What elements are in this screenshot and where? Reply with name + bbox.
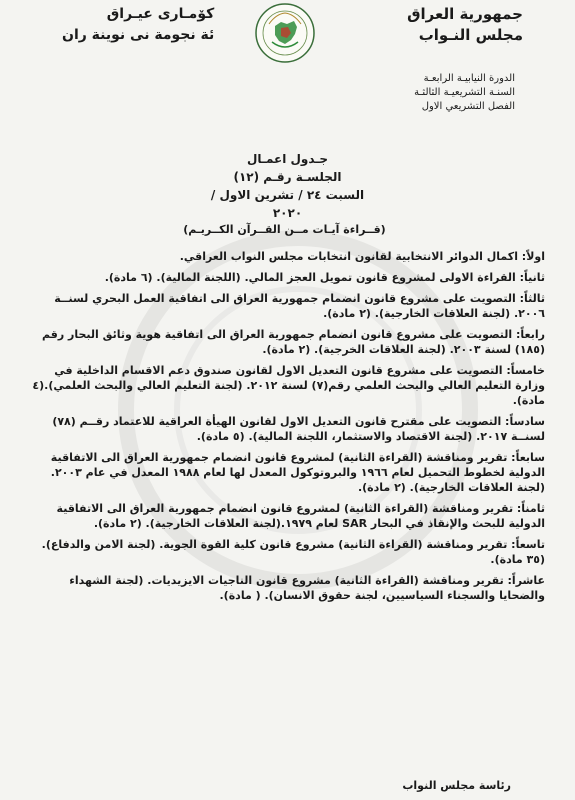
parliament-logo-icon <box>254 2 316 64</box>
agenda-item: عاشراً: تقرير ومناقشة (القراءة الثانية) مشروع قانون الناجيات الايزيديات. (لجنة الشهداء والضحايا والسجناء السياسيين، لجنة حقوق الانسان). ( مادة). <box>69 574 545 602</box>
agenda-item: تاسعاً: تقرير ومناقشة (القراءة الثانية) مشروع قانون كلية القوة الجوية. (لجنة الامن والدفاع). (٣٥ مادة). <box>41 538 545 566</box>
legislative-year: السنـة التشريعيـة الثالثـة <box>414 87 515 98</box>
agenda-item: اولاً: اكمال الدوائر الانتخابية لقانون انتخابات مجلس النواب العراقي. <box>179 250 545 263</box>
council-name-kurdish: ئة نجومة نى نوينة ران <box>62 27 215 43</box>
agenda-items <box>24 222 545 609</box>
header-kurdish <box>62 4 214 46</box>
session-date: السبت ٢٤ / تشرين الاول / ٢٠٢٠ <box>210 188 365 220</box>
agenda-item: سابعاً: تقرير ومناقشة (القراءة الثانية) لمشروع قانون انضمام جمهورية العراق الى الاتفاقية الدولية لخطوط التحميل لعام ١٩٦٦ والبروتوكول المعدل لها لعام ١٩٨٨ المعدل في عام ٢٠٠٣. (لجنة العلاقات الخارجية). (٢ مادة). <box>50 451 545 494</box>
parliamentary-term: الدورة النيابيـة الرابعـة <box>423 73 515 84</box>
agenda-item: ثالثاً: التصويت على مشروع قانون انضمام جمهورية العراق الى اتفاقية العمل البحري لسنــة ٢٠٠٦. (لجنة العلاقات الخارجية). (٢ مادة). <box>54 292 545 320</box>
country-name: جمهورية العراق <box>407 5 523 23</box>
session-number: الجلسـة رقـم (١٢) <box>233 170 342 184</box>
agenda-item: سادساً: التصويت على مقترح قانون التعديل الاول لقانون الهيأة العراقية للاعتماد رقــم (٧٨) لسنــة ٢٠١٧. (لجنة الاقتصاد والاستثمار، اللجنة المالية). (٥ مادة). <box>52 415 545 443</box>
agenda-item-opening: (قــراءة آيـات مــن القــرآن الكــريـم) <box>183 223 386 236</box>
agenda-item: رابعاً: التصويت على مشروع قانون انضمام جمهورية العراق الى اتفاقية هوية وثائق البحار رقم (١٨٥) لسنة ٢٠٠٣. (لجنة العلاقات الخرجية). (٢ مادة). <box>42 328 545 356</box>
session-meta <box>414 72 515 114</box>
legislative-term: الفصل التشريعي الاول <box>421 101 515 112</box>
agenda-item: ثانياً: القراءة الاولى لمشروع قانون تمويل العجز المالي. (اللجنة المالية). (٦ مادة). <box>104 271 545 284</box>
signature-presidency: رئاسة مجلس النواب <box>402 779 511 792</box>
council-name: مجلس النـواب <box>418 26 523 44</box>
parliament-logo <box>254 2 316 64</box>
country-name-kurdish: كۆمـارى عيـراق <box>106 6 215 22</box>
agenda-title <box>200 150 375 222</box>
agenda-item: خامساً: التصويت على مشروع قانون التعديل الاول لقانون صندوق دعم الاقسام الداخلية في وزارة التعليم العالي والبحث العلمي رقم(٧) لسنة ٢٠١٢. (لجنة التعليم العالي والبحث العلمي).(٤ مادة). <box>32 364 545 407</box>
agenda-item: ثامناً: تقرير ومناقشة (القراءة الثانية) لمشروع قانون انضمام جمهورية العراق الى الاتفاقية الدولية للبحث والإنقاذ في البحار SAR لعام ١٩٧٩.(لجنة العلاقات الخارجية). (٢ مادة). <box>56 502 545 530</box>
header-arabic <box>407 4 523 46</box>
agenda-heading: جـدول اعمـال <box>246 152 329 166</box>
